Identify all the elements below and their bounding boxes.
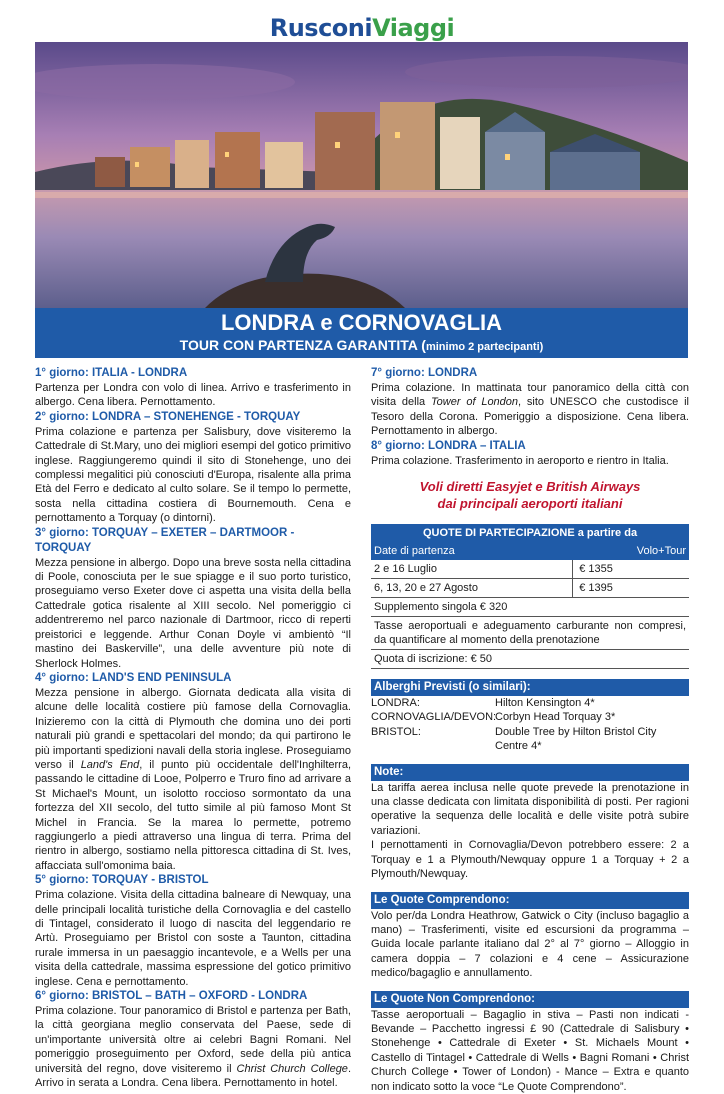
- day-text: Mezza pensione in albergo. Giornata dedicata alla visita di alcune delle località costiere più famose della Cornovaglia. Inizieremo con la città di Plymouth che domina uno dei porti naturali più grandi e spettacolari del mondo; da qui partirono le più importanti spedizioni navali della storia inglese. Proseguiamo verso il Land's End, il punto più occidentale dell'Inghilterra, passando le cittadine di Looe, Polperro e Truro fino ad arrivare a St Michael's Mount, un isolotto roccioso sormontato da una fortezza del XII secolo, del tutto simile al più famoso Mont St Michel in Francia. Se la marea lo permette, potremo raggiungerlo a piedi attraverso una lingua di terra. Prima del rientro in albergo, sostiamo nella pittoresca cittadina di St. Ives, affacciata sull'omonima baia.: [35, 686, 351, 872]
- day-heading: 4° giorno: LAND'S END PENINSULA: [35, 671, 232, 684]
- departure-date: 2 e 16 Luglio: [371, 560, 573, 579]
- included-text: Volo per/da Londra Heathrow, Gatwick o City (incluso bagaglio a mano) – Trasferimenti, visite ed escursioni da programma – Guida locale parlante italiano dal 2° al 7° giorno – Alloggio in camera doppia – 7 colazioni e 4 cene – Assicurazione medico/bagaglio e annullamento.: [371, 909, 689, 980]
- day-block: [371, 439, 689, 468]
- excluded-heading: Le Quote Non Comprendono:: [371, 991, 689, 1008]
- title-banner: [35, 308, 688, 358]
- day-heading: 2° giorno: LONDRA – STONEHENGE - TORQUAY: [35, 410, 301, 423]
- day-block: [35, 873, 351, 989]
- price-table-title: QUOTE DI PARTECIPAZIONE a partire da: [371, 524, 689, 542]
- day-text: Mezza pensione in albergo. Dopo una breve sosta nella cittadina di Poole, conosciuta per le sue spiagge e il suo porto turistico, proseguiamo verso Exeter dove ci aspetta una visita della bella Cattedrale gotica risalente al XIII secolo. Nel pomeriggio ci addentreremo nel parco nazionale di Dartmoor, ricco di reperti preistorici e leggende. Arthur Conan Doyle vi ambientò “Il mastino dei Baskerville”, una delle avventure più note di Sherlock Holmes.: [35, 556, 351, 670]
- day-block: [371, 366, 689, 439]
- col-header-price: Volo+Tour: [573, 542, 689, 560]
- day-text: Partenza per Londra con volo di linea. Arrivo e trasferimento in albergo. Cena libera. Pernottamento.: [35, 382, 351, 409]
- price-value: € 1395: [573, 579, 689, 598]
- notes-text: La tariffa aerea inclusa nelle quote prevede la prenotazione in una classe dedicata con limitata disponibilità di posti. Per ragioni operative la sequenza delle località e delle visite potrà subire variazioni.: [371, 781, 689, 837]
- flights-promo: Voli diretti Easyjet e British Airways dai principali aeroporti italiani: [419, 479, 641, 512]
- registration-fee: Quota di iscrizione: € 50: [371, 650, 689, 669]
- hotel-name: Double Tree by Hilton Bristol City Centre 4*: [495, 725, 657, 753]
- day-heading: 7° giorno: LONDRA: [371, 367, 478, 379]
- excluded-text: Tasse aeroportuali – Bagaglio in stiva – Pasti non indicati - Bevande – Pacchetto ingressi £ 90 (Cattedrale di Salisbury • Stonehenge • Cattedrale di Exeter • St. Michaels Mount • Castello di Tintagel • Cattedrale di Wells • Bagni Romani • Christ Church College • Tower of London) - Mance – Extra e quanto non indicato sotto la voce “Le Quote Comprendono”.: [371, 1008, 689, 1093]
- day-text: Prima colazione. Visita della cittadina balneare di Newquay, una delle principali località turistiche della Cornovaglia e del castello di Tintagel, considerato il luogo di nascita del leggendario re Artù. Proseguiamo per Bristol con soste a Taunton, cittadina rurale immersa in un paesaggio incantevole, e a Wells per una visita della cattedrale, massima espressione del gotico primitivo inglese. Cena e pernottamento.: [35, 889, 351, 988]
- col-header-date: Date di partenza: [371, 542, 573, 560]
- departure-date: 6, 13, 20 e 27 Agosto: [371, 579, 573, 598]
- hotel-city: BRISTOL:: [371, 725, 421, 738]
- day-block: [35, 526, 351, 671]
- hotel-city: CORNOVAGLIA/DEVON:: [371, 711, 497, 724]
- day-heading: 3° giorno: TORQUAY – EXETER – DARTMOOR - TORQUAY: [35, 526, 295, 554]
- taxes-note: Tasse aeroportuali e adeguamento carburante non compresi, da quantificare al momento della prenotazione: [371, 617, 689, 650]
- hotel-row: [371, 710, 689, 724]
- day-heading: 6° giorno: BRISTOL – BATH – OXFORD - LONDRA: [35, 990, 308, 1003]
- hotel-row: [371, 725, 689, 754]
- day-text: Prima colazione. Trasferimento in aeroporto e rientro in Italia.: [371, 454, 669, 467]
- hotel-name: Corbyn Head Torquay 3*: [495, 711, 616, 724]
- day-heading: 5° giorno: TORQUAY - BRISTOL: [35, 874, 209, 887]
- info-right-column: [371, 366, 689, 1094]
- day-text: Prima colazione. In mattinata tour panoramico della città con visita della Tower of London, sito UNESCO che custodisce il Tesoro della Corona. Pomeriggio a disposizione. Cena libera. Pernottamento in albergo.: [371, 382, 689, 438]
- day-block: [35, 989, 351, 1090]
- logo-wordmark: RusconiViaggi: [269, 14, 455, 42]
- day-block: [35, 366, 351, 410]
- hotel-city: LONDRA:: [371, 697, 420, 710]
- itinerary-left-column: [35, 366, 351, 1090]
- hero-photo: [35, 42, 688, 308]
- day-block: [35, 671, 351, 873]
- day-block: [35, 410, 351, 526]
- table-row: [371, 579, 689, 598]
- tour-subtitle: TOUR CON PARTENZA GARANTITA (minimo 2 partecipanti): [179, 337, 544, 353]
- table-row: [371, 560, 689, 579]
- single-supplement: Supplemento singola € 320: [371, 598, 689, 617]
- tour-title: LONDRA e CORNOVAGLIA: [220, 310, 503, 335]
- hotel-name: Hilton Kensington 4*: [495, 697, 595, 710]
- day-text: Prima colazione e partenza per Salisbury, dove visiteremo la Cattedrale di St.Mary, uno dei migliori esempi del gotico primitivo inglese. Raggiungeremo quindi il sito di Stonehenge, uno dei complessi megalitici più conosciuti d'Europa, risalente alla prima Età del Ferro e dedicato al culto solare. Se il tempo lo permette, sosta nella cittadina costiera di Bournemouth. Cena e pernottamento a Torquay (o dintorni).: [35, 425, 351, 525]
- included-heading: Le Quote Comprendono:: [371, 892, 689, 909]
- day-heading: 8° giorno: LONDRA – ITALIA: [371, 439, 526, 452]
- hotels-heading: Alberghi Previsti (o similari):: [371, 679, 689, 696]
- hotel-row: [371, 696, 689, 710]
- day-heading: 1° giorno: ITALIA - LONDRA: [35, 367, 188, 379]
- price-table: [371, 524, 689, 669]
- day-text: Prima colazione. Tour panoramico di Bristol e partenza per Bath, la città georgiana meglio conservata del Paese, sede di un'importante università oltre ai celebri Bagni Romani. Nel pomeriggio proseguimento per Oxford, sede della più antica università del regno, dove visiteremo il Christ Church College. Arrivo in serata a Londra. Cena libera. Pernottamento in hotel.: [35, 1005, 351, 1090]
- notes-text: I pernottamenti in Cornovaglia/Devon potrebbero essere: 2 a Torquay e 1 a Plymouth/Newquay oppure 1 a Torquay + 2 a Plymouth/Newquay.: [371, 839, 689, 881]
- notes-heading: Note:: [371, 764, 689, 781]
- price-value: € 1355: [573, 560, 689, 579]
